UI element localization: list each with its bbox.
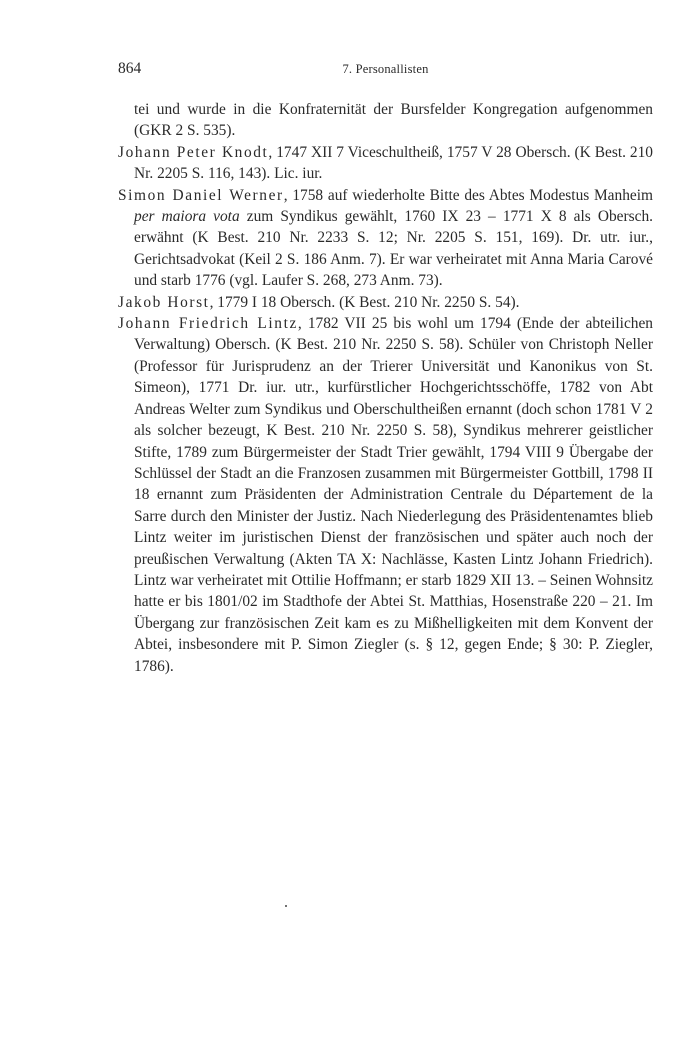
entry-continuation — [118, 99, 653, 142]
body-text — [118, 99, 653, 677]
page-header — [118, 60, 653, 82]
entry-text-before: , 1758 auf wiederholte Bitte des Abtes Modestus Manheim — [283, 186, 653, 204]
entry-italic-phrase: per maiora vota — [134, 208, 240, 226]
entry-lintz — [118, 313, 653, 677]
entry-text: , 1779 I 18 Obersch. (K Best. 210 Nr. 2250 S. 54). — [209, 293, 520, 311]
person-name: Johann Friedrich Lintz — [118, 315, 298, 333]
running-head: 7. Personallisten — [342, 62, 429, 76]
entry-werner — [118, 185, 653, 292]
entry-text-after: zum Syndikus gewählt, 1760 IX 23 – 1771 X 8 als Obersch. erwähnt (K Best. 210 Nr. 2233 S. 12; Nr. 2205 S. 151, 169). Dr. utr. iur., Gerichtsadvokat (Keil 2 S. 186 Anm. 7). Er war verheiratet mit Anna Maria Carové und starb 1776 (vgl. Laufer S. 268, 273 Anm. 73). — [134, 208, 653, 290]
entry-text: tei und wurde in die Konfraternität der Bursfelder Kongregation aufgenommen (GKR 2 S. 535). — [134, 101, 653, 140]
scan-speck — [285, 905, 287, 907]
entry-horst — [118, 292, 653, 313]
person-name: Simon Daniel Werner — [118, 186, 284, 204]
entry-text: , 1747 XII 7 Viceschultheiß, 1757 V 28 Obersch. (K Best. 210 Nr. 2205 S. 116, 143). Lic. iur. — [134, 143, 653, 183]
entry-knodt — [118, 142, 653, 185]
entry-text: , 1782 VII 25 bis wohl um 1794 (Ende der abteilichen Verwaltung) Obersch. (K Best. 210 Nr. 2250 S. 58). Schüler von Christoph Neller (Professor für Jurisprudenz an der Trierer Universität und Kanonikus von St. Simeon), 1771 Dr. iur. utr., kurfürstlicher Hochgerichtsschöffe, 1782 von Abt Andreas Welter zum Syndikus und Oberschultheißen ernannt (doch schon 1781 V 2 als solcher bezeugt, K Best. 210 Nr. 2250 S. 58), Syndikus mehrerer geistlicher Stifte, 1789 zum Bürgermeister der Stadt Trier gewählt, 1794 VIII 9 Übergabe der Schlüssel der Stadt an die Franzosen zusammen mit Bürgermeister Gottbill, 1798 II 18 ernannt zum Präsidenten der Administration Centrale du Département de la Sarre durch den Minister der Justiz. Nach Niederlegung des Präsidentenamtes blieb Lintz weiter im juristischen Dienst der französischen und später auch noch der preußischen Verwaltung (Akten TA X: Nachlässe, Kasten Lintz Johann Friedrich). Lintz war verheiratet mit Ottilie Hoffmann; er starb 1829 XII 13. – Seinen Wohnsitz hatte er bis 1801/02 im Stadthofe der Abtei St. Matthias, Hosenstraße 220 – 21. Im Übergang zur französischen Zeit kam es zu Mißhelligkeiten mit dem Konvent der Abtei, insbesondere mit P. Simon Ziegler (s. § 12, gegen Ende; § 30: P. Ziegler, 1786). — [134, 315, 653, 675]
person-name: Johann Peter Knodt — [118, 143, 269, 161]
person-name: Jakob Horst — [118, 293, 210, 311]
page-number: 864 — [118, 60, 142, 77]
